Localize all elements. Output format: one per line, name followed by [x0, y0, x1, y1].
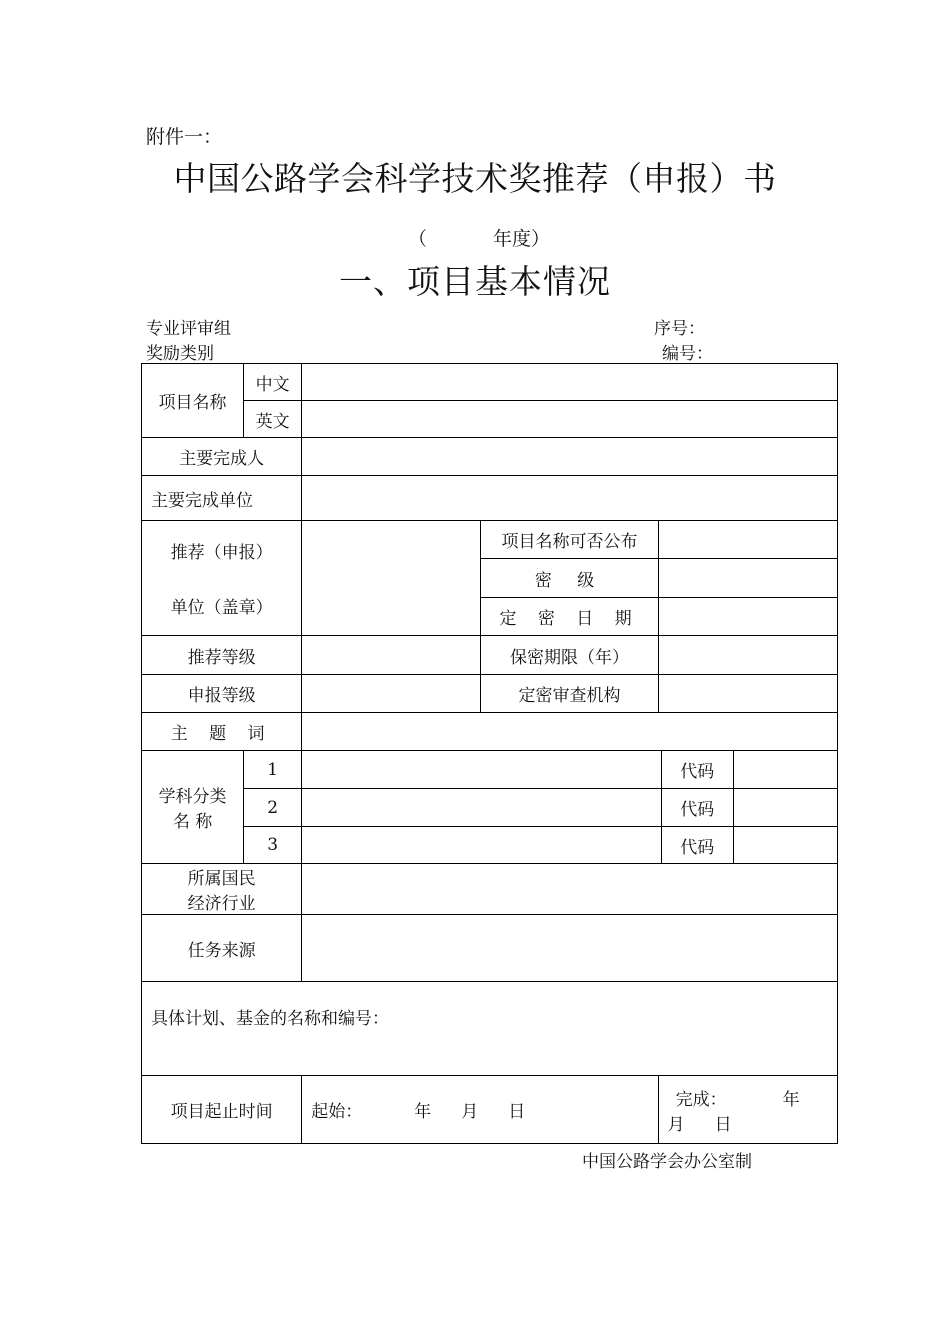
main-completers-field[interactable]: [302, 438, 838, 476]
project-name-english-field[interactable]: [302, 401, 838, 438]
recommend-unit-field[interactable]: [302, 521, 481, 636]
page-title: 中国公路学会科学技术奖推荐（申报）书: [173, 159, 777, 198]
secret-level-field[interactable]: [658, 559, 837, 598]
start-day-char: 日: [508, 1102, 526, 1122]
discipline-label: [142, 751, 244, 864]
recommend-unit-line1: 推荐（申报）: [170, 543, 273, 563]
chinese-name-label: 中文: [244, 364, 302, 401]
discipline-label-line1: 学科分类: [158, 787, 227, 807]
basic-info-form: [141, 363, 838, 1144]
secret-date-field[interactable]: [658, 598, 837, 636]
discipline-label-line2: 名 称: [172, 812, 213, 832]
start-year-char: 年: [414, 1102, 432, 1122]
discipline-code-label-2: 代码: [661, 789, 733, 827]
discipline-name-field-2[interactable]: [302, 789, 661, 827]
discipline-code-label-1: 代码: [661, 751, 733, 789]
attachment-label: 附件一：: [146, 126, 223, 148]
end-year-char: 年: [782, 1089, 800, 1110]
discipline-name-field-3[interactable]: [302, 827, 661, 864]
end-label: 完成：: [675, 1089, 727, 1110]
task-source-field[interactable]: [302, 915, 838, 982]
english-name-label: 英文: [244, 401, 302, 438]
recommend-grade-label: 推荐等级: [142, 636, 302, 675]
discipline-name-field-1[interactable]: [302, 751, 661, 789]
task-source-label: 任务来源: [142, 915, 302, 982]
discipline-code-label-3: 代码: [661, 827, 733, 864]
apply-grade-label: 申报等级: [142, 675, 302, 713]
start-label: 起始：: [311, 1102, 363, 1122]
period-label: 项目起止时间: [142, 1076, 302, 1144]
end-month-char: 月: [667, 1114, 685, 1135]
discipline-index-1: 1: [244, 751, 302, 789]
review-group-label: 专业评审组: [146, 319, 231, 339]
project-name-label: 项目名称: [142, 364, 244, 438]
keywords-text: 主 题 词: [170, 724, 273, 744]
keywords-field[interactable]: [302, 713, 838, 751]
award-category-label: 奖励类别: [146, 344, 214, 364]
main-completers-label: 主要完成人: [142, 438, 302, 476]
industry-field[interactable]: [302, 864, 838, 915]
year-label: 年度）: [493, 228, 551, 250]
keywords-label: [142, 713, 302, 751]
serial-number-label: 序号：: [654, 319, 705, 339]
end-date-field[interactable]: [658, 1076, 837, 1144]
discipline-index-2: 2: [244, 789, 302, 827]
start-month-char: 月: [461, 1102, 479, 1122]
publishable-field[interactable]: [658, 521, 837, 559]
discipline-code-field-2[interactable]: [733, 789, 837, 827]
industry-label-line2: 经济行业: [187, 894, 256, 914]
start-date-field[interactable]: [302, 1076, 658, 1144]
project-name-chinese-field[interactable]: [302, 364, 838, 401]
plan-fund-field[interactable]: [142, 982, 838, 1076]
industry-label: [142, 864, 302, 915]
recommend-grade-field[interactable]: [302, 636, 481, 675]
recommend-unit-line2: 单位（盖章）: [170, 598, 273, 618]
secret-date-label: [481, 598, 658, 636]
main-units-field[interactable]: [302, 476, 838, 521]
apply-grade-field[interactable]: [302, 675, 481, 713]
secret-level-label: [481, 559, 658, 598]
plan-fund-label: 具体计划、基金的名称和编号：: [151, 1009, 389, 1029]
discipline-index-3: 3: [244, 827, 302, 864]
discipline-code-field-3[interactable]: [733, 827, 837, 864]
end-day-char: 日: [714, 1114, 732, 1135]
year-open-paren: （: [408, 228, 428, 250]
year-line: [408, 224, 550, 251]
issuer-footer: 中国公路学会办公室制: [582, 1152, 752, 1172]
secret-level-text: 密 级: [534, 570, 605, 591]
secret-period-field[interactable]: [658, 636, 837, 675]
secret-review-org-label: 定密审查机构: [481, 675, 658, 713]
code-number-label: 编号：: [662, 344, 713, 364]
secret-date-text: 定 密 日 期: [499, 609, 640, 629]
secret-review-org-field[interactable]: [658, 675, 837, 713]
discipline-code-field-1[interactable]: [733, 751, 837, 789]
publishable-label: 项目名称可否公布: [481, 521, 658, 559]
section-title: 一、项目基本情况: [339, 262, 611, 301]
main-units-label: 主要完成单位: [142, 476, 302, 521]
industry-label-line1: 所属国民: [187, 869, 256, 889]
secret-period-label: 保密期限（年）: [481, 636, 658, 675]
recommend-unit-label: [142, 521, 302, 636]
